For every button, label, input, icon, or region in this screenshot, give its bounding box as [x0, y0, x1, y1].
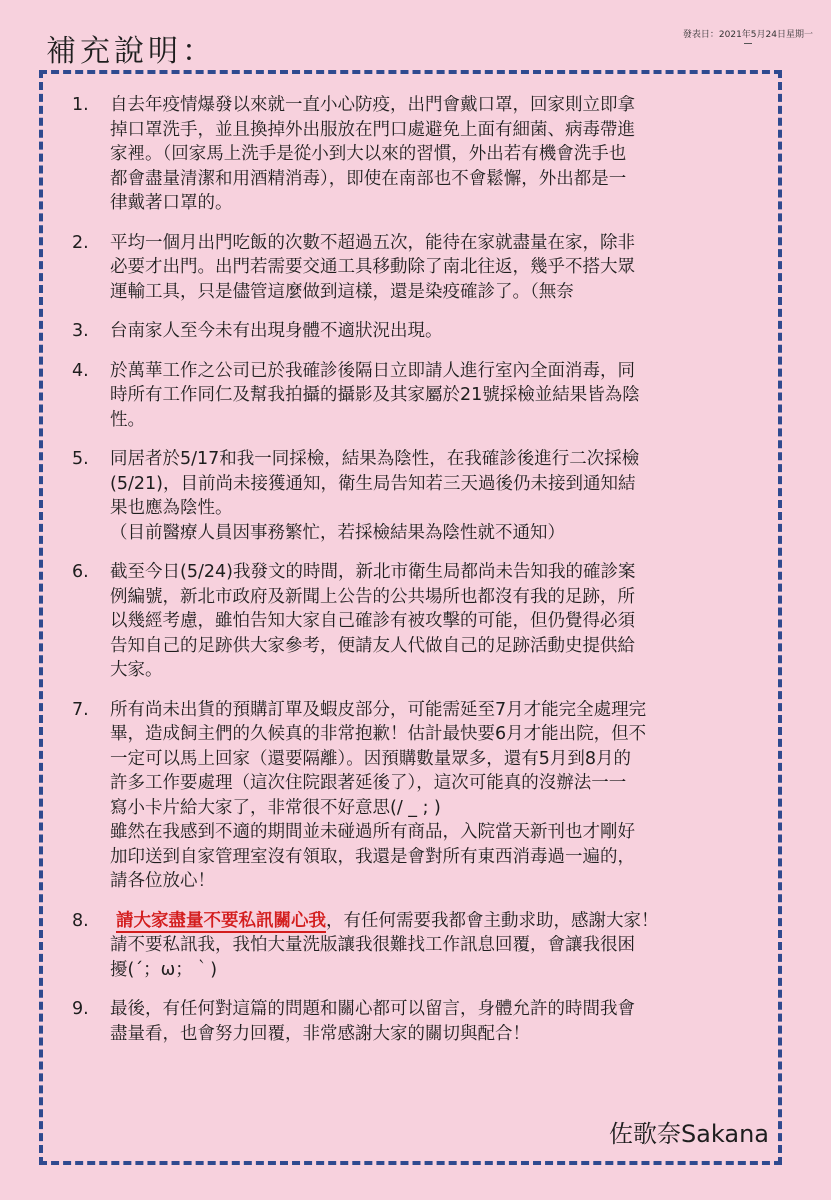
- item-line-rest: ，有任何需要我都會主動求助，感謝大家！: [326, 910, 659, 931]
- notice-list: [72, 93, 792, 1061]
- item-line: 平均一個月出門吃飯的次數不超過五次，能待在家就盡量在家，除非: [110, 232, 635, 253]
- item-content: [110, 319, 782, 344]
- item-line: 畢，造成飼主們的久候真的非常抱歉！估計最快要6月才能出院，但不: [110, 724, 647, 744]
- item-line: 例編號，新北市政府及新聞上公告的公共場所也都沒有我的足跡，所: [110, 586, 635, 607]
- item-line: 自去年疫情爆發以來就一直小心防疫，出門會戴口罩，回家則立即拿: [110, 95, 635, 115]
- item-line: 雖然在我感到不適的期間並未碰過所有商品，入院當天新刊也才剛好: [110, 822, 635, 842]
- item-line: 寫小卡片給大家了，非常很不好意思(/ _ ; ): [110, 797, 441, 818]
- item-line: 果也應為陰性。: [110, 498, 233, 518]
- item-line: 所有尚未出貨的預購訂單及蝦皮部分，可能需延至7月才能完全處理完: [110, 699, 647, 720]
- post-date-underline: [744, 43, 752, 44]
- item-content: [110, 359, 782, 433]
- item-line: 盡量看，也會努力回覆，非常感謝大家的關切與配合！: [110, 1023, 530, 1044]
- item-line: 最後，有任何對這篇的問題和關心都可以留言，身體允許的時間我會: [110, 999, 635, 1019]
- item-line: 請不要私訊我，我怕大量洗版讓我很難找工作訊息回覆，會讓我很困: [110, 935, 635, 955]
- item-line: 家裡。（回家馬上洗手是從小到大以來的習慣，外出若有機會洗手也: [110, 144, 627, 164]
- item-line: 時所有工作同仁及幫我拍攝的攝影及其家屬於21號採檢並結果皆為陰: [110, 385, 640, 405]
- item-number: 4.: [72, 360, 89, 381]
- list-item: [72, 997, 792, 1046]
- item-line: 運輸工具，只是儘管這麼做到這樣，還是染疫確診了。（無奈: [110, 281, 574, 302]
- item-line: 擾(´；ω；｀): [110, 959, 218, 980]
- item-line: 律戴著口罩的。: [110, 193, 233, 213]
- item-line: 以幾經考慮，雖怕告知大家自己確診有被攻擊的可能，但仍覺得必須: [110, 611, 635, 631]
- highlighted-request: 請大家盡量不要私訊關心我: [116, 910, 326, 931]
- list-item: [72, 698, 792, 894]
- item-line: 必要才出門。出門若需要交通工具移動除了南北往返，幾乎不搭大眾: [110, 257, 635, 277]
- item-content: [110, 93, 782, 216]
- list-item: [72, 319, 792, 344]
- item-number: 7.: [72, 699, 89, 720]
- item-content: [110, 997, 782, 1046]
- item-line: (5/21)，目前尚未接獲通知，衛生局告知若三天過後仍未接到通知結: [110, 473, 636, 494]
- item-line: 性。: [110, 409, 145, 430]
- signature: 佐歌奈Sakana: [608, 1120, 769, 1148]
- item-number: 9.: [72, 999, 89, 1019]
- item-line: 大家。: [110, 660, 163, 680]
- item-number: 2.: [72, 232, 89, 253]
- list-item: [72, 231, 792, 305]
- item-line: 請各位放心！: [110, 871, 215, 891]
- item-line: 台南家人至今未有出現身體不適狀況出現。: [110, 321, 443, 341]
- item-line: 於萬華工作之公司已於我確診後隔日立即請人進行室內全面消毒，同: [110, 360, 635, 381]
- item-number: 8.: [72, 910, 89, 931]
- item-line: 都會盡量清潔和用酒精消毒），即使在南部也不會鬆懈，外出都是一: [110, 168, 627, 189]
- item-number: 3.: [72, 321, 89, 341]
- item-content: [110, 909, 782, 983]
- item-line: 許多工作要處理（這次住院跟著延後了），這次可能真的沒辦法一一: [110, 773, 627, 793]
- item-line: 同居者於5/17和我一同採檢，結果為陰性，在我確診後進行二次採檢: [110, 449, 640, 469]
- list-item: [72, 359, 792, 433]
- item-line: 掉口罩洗手，並且換掉外出服放在門口處避免上面有細菌、病毒帶進: [110, 119, 635, 140]
- item-number: 5.: [72, 449, 89, 469]
- item-line: [110, 909, 782, 934]
- item-content: [110, 698, 782, 894]
- item-line: 告知自己的足跡供大家參考，便請友人代做自己的足跡活動史提供給: [110, 635, 635, 656]
- item-line: 加印送到自家管理室沒有領取，我還是會對所有東西消毒過一遍的，: [110, 846, 635, 867]
- post-date-text: 發表日：2021年5月24日星期一: [682, 30, 813, 40]
- page-title: 補充說明：: [46, 34, 216, 69]
- item-content: [110, 560, 782, 683]
- list-item: [72, 560, 792, 683]
- item-content: [110, 447, 782, 545]
- item-line: 截至今日(5/24)我發文的時間，新北市衛生局都尚未告知我的確診案: [110, 562, 636, 582]
- list-item: [72, 93, 792, 216]
- list-item: [72, 909, 792, 983]
- list-item: [72, 447, 792, 545]
- item-line: 一定可以馬上回家（還要隔離）。因預購數量眾多，還有5月到8月的: [110, 748, 632, 769]
- item-line: （目前醫療人員因事務繁忙，若採檢結果為陰性就不通知）: [110, 522, 565, 543]
- item-number: 6.: [72, 562, 89, 582]
- item-number: 1.: [72, 95, 89, 115]
- post-date: [683, 27, 813, 44]
- item-content: [110, 231, 782, 305]
